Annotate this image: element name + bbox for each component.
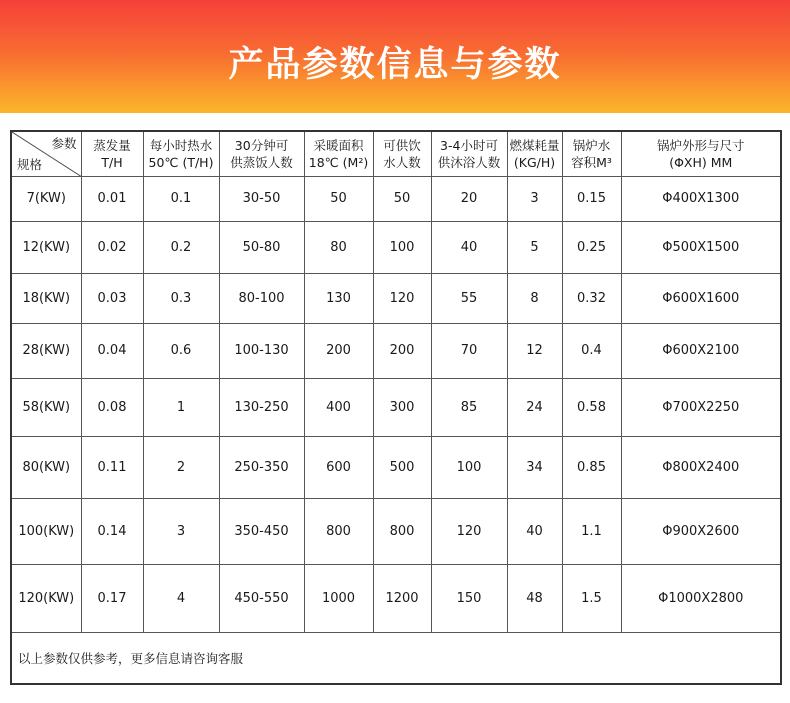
table-cell: 100 <box>431 436 507 498</box>
table-cell: 150 <box>431 564 507 632</box>
footnote-row <box>11 632 781 684</box>
footnote-text: 以上参数仅供参考，更多信息请咨询客服 <box>11 632 781 684</box>
table-cell: Φ600X1600 <box>621 273 781 323</box>
row-spec-cell: 18(KW) <box>11 273 81 323</box>
table-cell: 80-100 <box>219 273 304 323</box>
corner-header-cell <box>11 131 81 176</box>
table-cell: 24 <box>507 378 562 436</box>
table-cell: 0.1 <box>143 176 219 221</box>
table-cell: 300 <box>373 378 431 436</box>
header-cell-rice-steaming: 30分钟可 供蒸饭人数 <box>219 131 304 176</box>
header-cell-bathing: 3-4小时可 供沐浴人数 <box>431 131 507 176</box>
table-cell: 30-50 <box>219 176 304 221</box>
table-cell: 0.32 <box>562 273 621 323</box>
corner-top-label: 参数 <box>51 136 77 151</box>
table-row <box>11 564 781 632</box>
table-cell: 1.5 <box>562 564 621 632</box>
row-spec-cell: 12(KW) <box>11 221 81 273</box>
header-cell-drinking: 可供饮 水人数 <box>373 131 431 176</box>
table-cell: 600 <box>304 436 373 498</box>
table-row <box>11 378 781 436</box>
table-cell: 0.01 <box>81 176 143 221</box>
table-cell: 80 <box>304 221 373 273</box>
table-cell: 50-80 <box>219 221 304 273</box>
table-cell: 8 <box>507 273 562 323</box>
table-cell: 0.2 <box>143 221 219 273</box>
table-cell: 0.04 <box>81 323 143 378</box>
table-cell: 1000 <box>304 564 373 632</box>
table-cell: 0.25 <box>562 221 621 273</box>
table-row <box>11 273 781 323</box>
table-cell: 34 <box>507 436 562 498</box>
table-cell: Φ500X1500 <box>621 221 781 273</box>
table-cell: 3 <box>143 498 219 564</box>
table-cell: 40 <box>431 221 507 273</box>
table-cell: 70 <box>431 323 507 378</box>
spec-table <box>10 130 782 685</box>
table-body <box>11 176 781 632</box>
table-cell: Φ800X2400 <box>621 436 781 498</box>
table-cell: 0.15 <box>562 176 621 221</box>
header-cell-evaporation: 蒸发量 T/H <box>81 131 143 176</box>
header-cell-heating-area: 采暖面积 18℃ (M²) <box>304 131 373 176</box>
header-cell-coal: 燃煤耗量 (KG/H) <box>507 131 562 176</box>
table-row <box>11 323 781 378</box>
table-cell: 2 <box>143 436 219 498</box>
table-cell: 55 <box>431 273 507 323</box>
table-cell: 0.4 <box>562 323 621 378</box>
table-cell: 48 <box>507 564 562 632</box>
table-cell: 20 <box>431 176 507 221</box>
header-row <box>11 131 781 176</box>
table-cell: 800 <box>373 498 431 564</box>
table-cell: 800 <box>304 498 373 564</box>
table-cell: 1 <box>143 378 219 436</box>
table-cell: 100-130 <box>219 323 304 378</box>
row-spec-cell: 28(KW) <box>11 323 81 378</box>
table-row <box>11 436 781 498</box>
table-cell: 100 <box>373 221 431 273</box>
table-cell: 12 <box>507 323 562 378</box>
table-cell: 0.58 <box>562 378 621 436</box>
table-cell: 5 <box>507 221 562 273</box>
table-cell: 1200 <box>373 564 431 632</box>
title-banner <box>0 0 790 113</box>
table-cell: 0.3 <box>143 273 219 323</box>
header-cell-dimensions: 锅炉外形与尺寸 (ΦXH) MM <box>621 131 781 176</box>
table-cell: Φ600X2100 <box>621 323 781 378</box>
table-cell: 0.14 <box>81 498 143 564</box>
table-cell: 85 <box>431 378 507 436</box>
row-spec-cell: 100(KW) <box>11 498 81 564</box>
corner-bottom-label: 规格 <box>17 156 43 172</box>
table-cell: 3 <box>507 176 562 221</box>
table-cell: Φ400X1300 <box>621 176 781 221</box>
table-cell: Φ900X2600 <box>621 498 781 564</box>
table-cell: 120 <box>373 273 431 323</box>
table-cell: 400 <box>304 378 373 436</box>
table-cell: 0.6 <box>143 323 219 378</box>
banner-title: 产品参数信息与参数 <box>228 44 562 85</box>
table-cell: 0.02 <box>81 221 143 273</box>
row-spec-cell: 120(KW) <box>11 564 81 632</box>
table-cell: 250-350 <box>219 436 304 498</box>
table-cell: 130 <box>304 273 373 323</box>
table-cell: 1.1 <box>562 498 621 564</box>
table-cell: 50 <box>304 176 373 221</box>
table-cell: 130-250 <box>219 378 304 436</box>
table-row <box>11 176 781 221</box>
table-cell: 500 <box>373 436 431 498</box>
table-cell: 4 <box>143 564 219 632</box>
table-row <box>11 498 781 564</box>
table-cell: 50 <box>373 176 431 221</box>
header-cell-hot-water: 每小时热水 50℃ (T/H) <box>143 131 219 176</box>
table-cell: 0.11 <box>81 436 143 498</box>
table-cell: 0.85 <box>562 436 621 498</box>
table-cell: 0.17 <box>81 564 143 632</box>
table-cell: 200 <box>373 323 431 378</box>
row-spec-cell: 7(KW) <box>11 176 81 221</box>
header-cell-volume: 锅炉水 容积M³ <box>562 131 621 176</box>
table-cell: 120 <box>431 498 507 564</box>
table-cell: 350-450 <box>219 498 304 564</box>
table-cell: Φ700X2250 <box>621 378 781 436</box>
row-spec-cell: 80(KW) <box>11 436 81 498</box>
table-row <box>11 221 781 273</box>
table-cell: 200 <box>304 323 373 378</box>
row-spec-cell: 58(KW) <box>11 378 81 436</box>
table-cell: 0.03 <box>81 273 143 323</box>
table-cell: Φ1000X2800 <box>621 564 781 632</box>
table-cell: 450-550 <box>219 564 304 632</box>
table-cell: 40 <box>507 498 562 564</box>
table-cell: 0.08 <box>81 378 143 436</box>
